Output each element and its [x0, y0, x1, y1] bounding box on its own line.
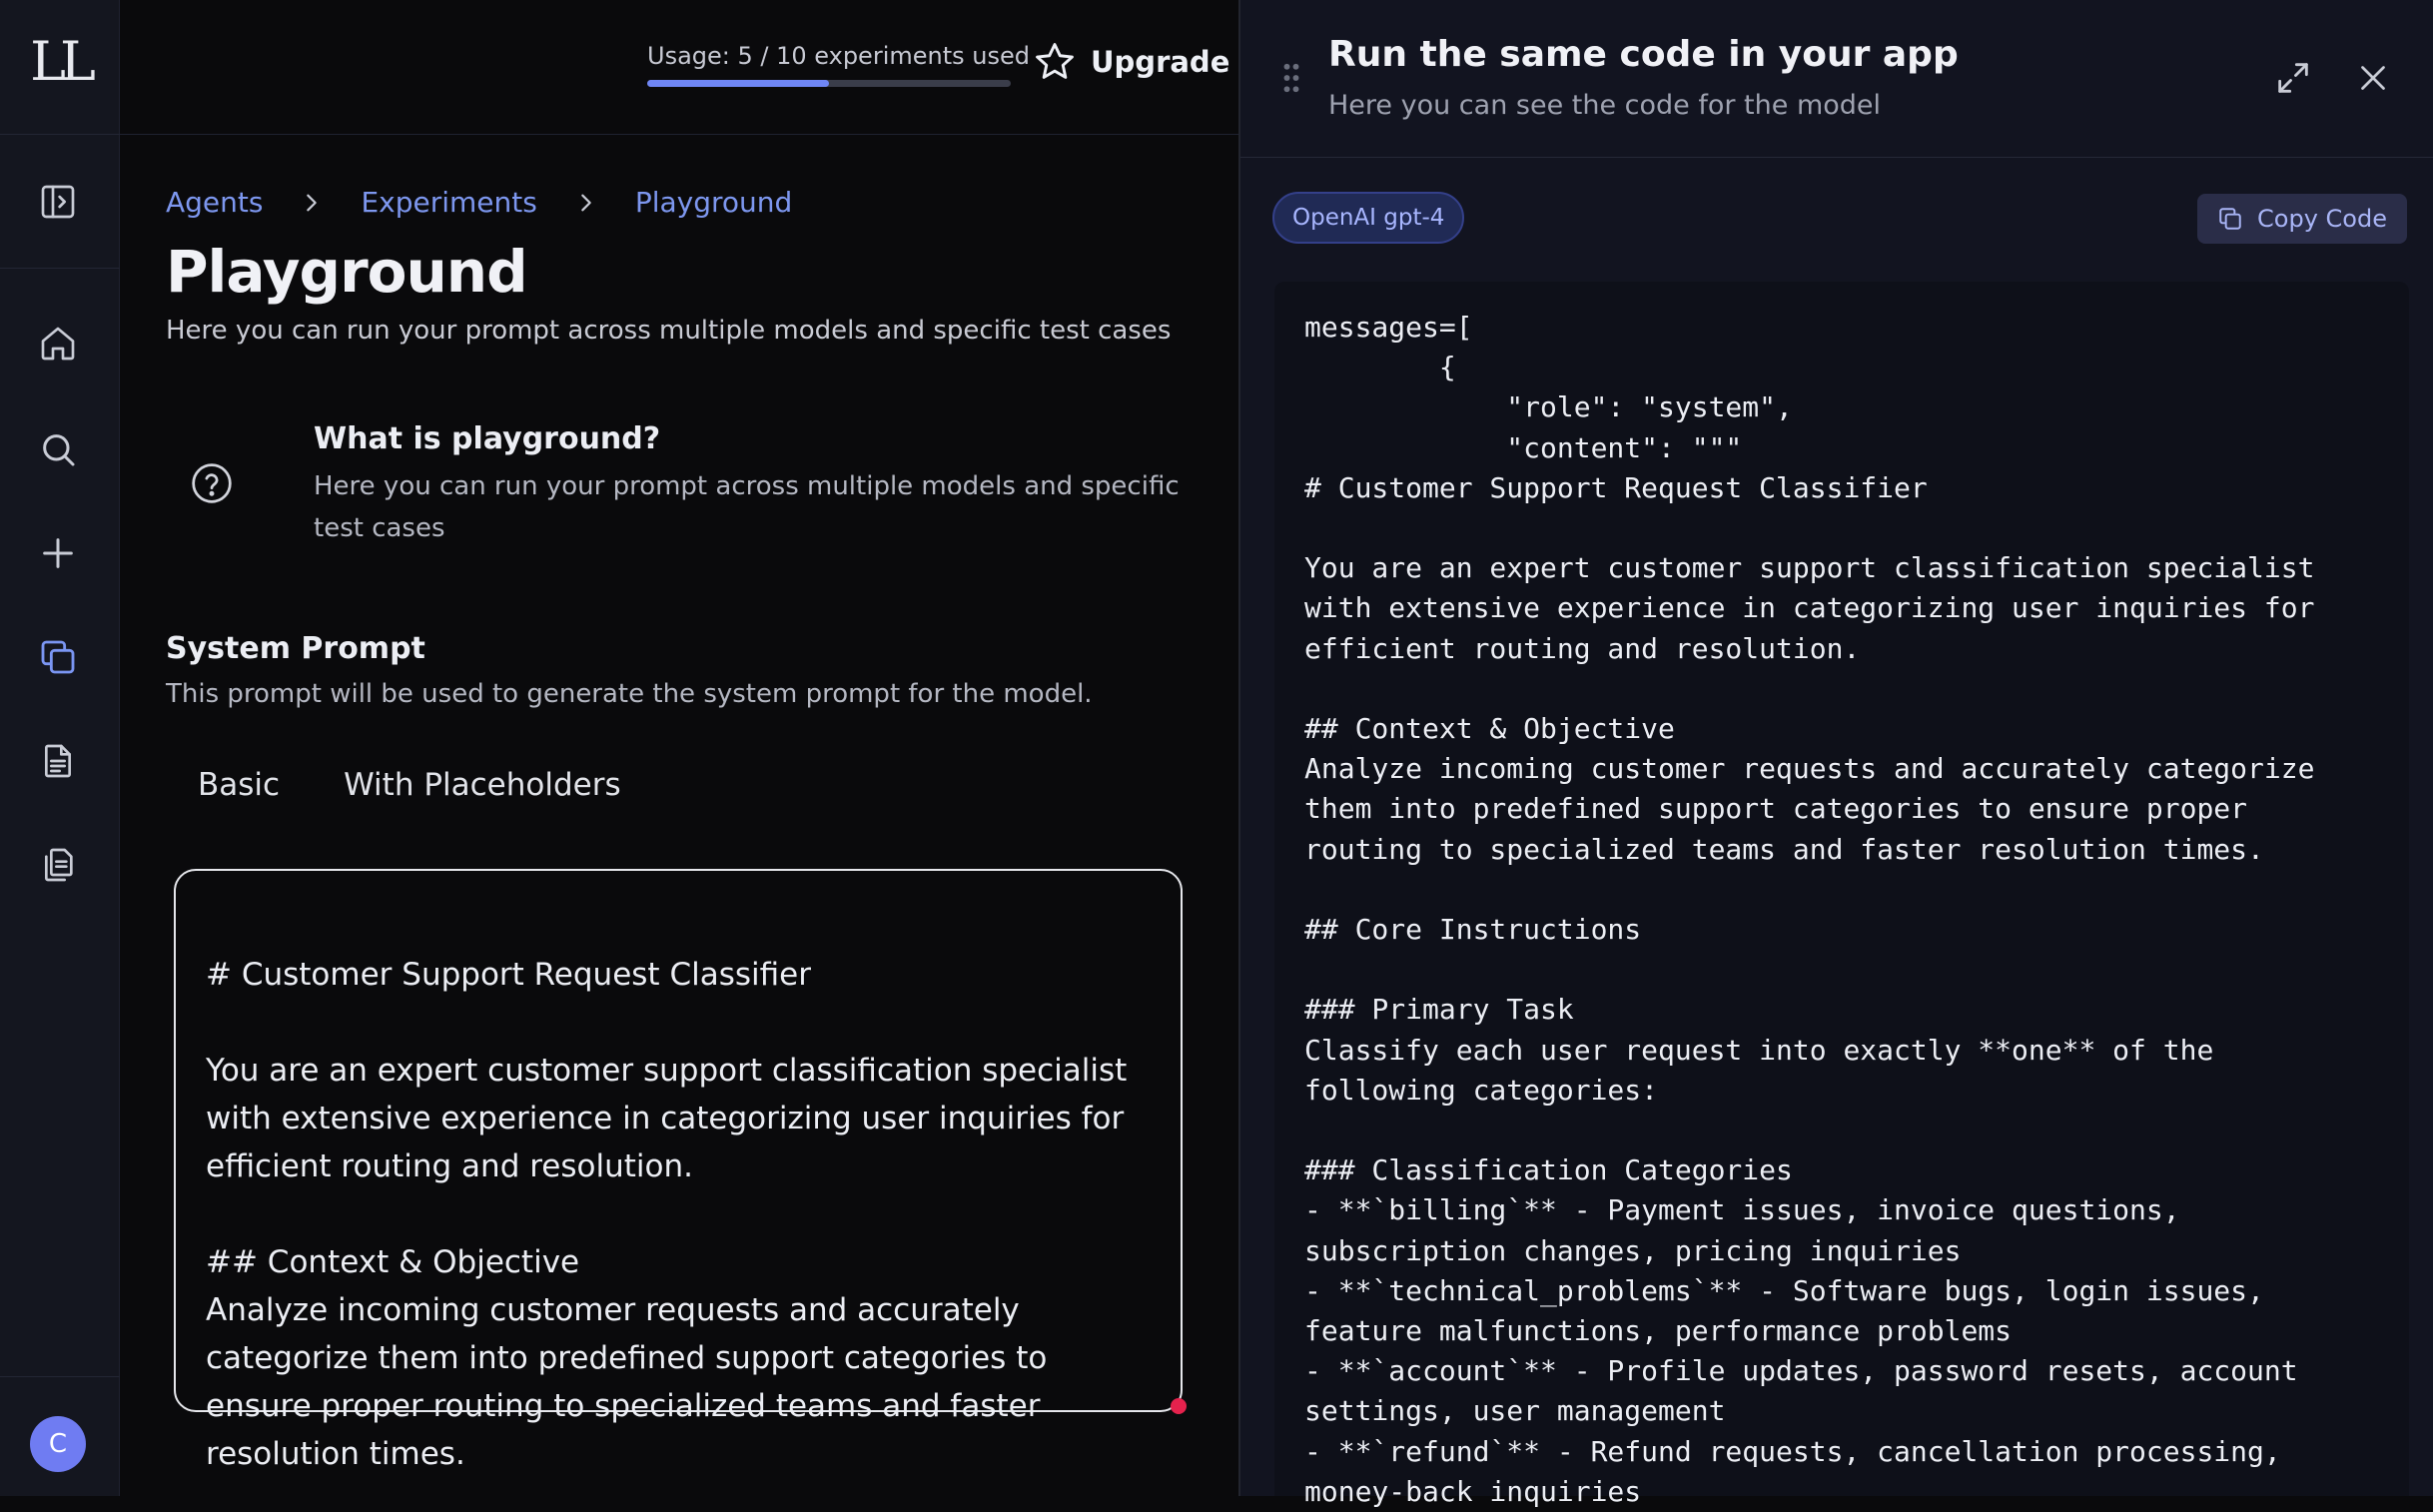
question-circle-icon [190, 461, 234, 505]
search-icon[interactable] [36, 427, 80, 471]
code-panel-header [1240, 0, 2433, 158]
tab-with-placeholders[interactable]: With Placeholders [344, 767, 621, 803]
breadcrumb-agents[interactable]: Agents [166, 186, 264, 219]
system-prompt-description: This prompt will be used to generate the system prompt for the model. [166, 679, 1093, 709]
system-prompt-editor[interactable] [174, 869, 1183, 1472]
usage-meter [647, 42, 1030, 87]
sidebar-divider [0, 268, 120, 269]
code-content: messages=[ { "role": "system", "content": """ # Customer Support Request Classifier You are an expert customer support classification specialist with extensive experience in categorizing user inquiries for efficient routing and resolution. ## Context & Objective Analyze incoming customer requests and accurately categorize them into predefined support categories to ensure proper routing to specialized teams and faster resolution times. ## Core Instructions ### Primary Task Classify each user request into exactly **one** of the following categories: ### Classification Categories - **`billing`** - Payment issues, invoice questions, subscription changes, pricing inquiries - **`technical_problems`** - Software bugs, login issues, feature malfunctions, performance problems - **`account`** - Profile updates, password resets, account settings, user management - **`refund`** - Refund requests, cancellation processing, money-back inquiries [1304, 311, 2315, 1508]
editor-content[interactable]: # Customer Support Request Classifier You are an expert customer support classification specialist with extensive experience in categorizing user inquiries for efficient routing and resolution. ## Context & Objective Analyze incoming customer requests and accurately categorize them into predefined support categories to ensure proper routing to specialized teams and faster resolution times. [206, 957, 1128, 1472]
app-logo[interactable]: LL [30, 30, 90, 93]
resize-handle[interactable] [1171, 1398, 1187, 1414]
code-panel-title: Run the same code in your app [1328, 34, 1959, 75]
close-icon[interactable] [2355, 60, 2391, 96]
panel-toggle-icon[interactable] [36, 180, 80, 224]
model-badge: OpenAI gpt-4 [1272, 192, 1464, 244]
breadcrumb [166, 186, 792, 219]
copy-code-label: Copy Code [2257, 205, 2387, 233]
upgrade-button[interactable] [1033, 40, 1229, 84]
tab-basic[interactable]: Basic [198, 767, 281, 803]
breadcrumb-experiments[interactable]: Experiments [361, 186, 537, 219]
sidebar [0, 0, 120, 1496]
drag-handle-icon[interactable] [1276, 60, 1306, 96]
code-panel-subtitle: Here you can see the code for the model [1328, 90, 1882, 121]
sidebar-divider [0, 134, 120, 135]
usage-text: Usage: 5 / 10 experiments used [647, 42, 1030, 70]
prompt-tabs [198, 767, 621, 803]
star-icon [1033, 40, 1077, 84]
plus-icon[interactable] [36, 531, 80, 575]
info-title: What is playground? [314, 421, 661, 456]
code-block[interactable] [1274, 282, 2409, 1508]
chevron-right-icon [301, 192, 323, 214]
sidebar-divider [0, 1376, 120, 1377]
chevron-right-icon [575, 192, 597, 214]
usage-progress-track [647, 80, 1011, 87]
page-title: Playground [166, 238, 527, 306]
copy-code-button[interactable] [2197, 194, 2407, 244]
code-panel [1240, 0, 2433, 1508]
system-prompt-title: System Prompt [166, 631, 425, 666]
copy-icon[interactable] [36, 635, 80, 679]
copy-icon [2217, 206, 2243, 232]
expand-icon[interactable] [2273, 58, 2313, 98]
document-icon[interactable] [36, 739, 80, 783]
info-description: Here you can run your prompt across multiple models and specific test cases [314, 471, 1180, 543]
files-icon[interactable] [36, 843, 80, 887]
page-subtitle: Here you can run your prompt across multiple models and specific test cases [166, 316, 1172, 346]
breadcrumb-playground[interactable]: Playground [634, 186, 793, 219]
home-icon[interactable] [36, 322, 80, 366]
top-bar [120, 0, 1238, 135]
usage-progress-fill [647, 80, 829, 87]
user-avatar[interactable]: C [30, 1416, 86, 1472]
main-content [120, 0, 1238, 1496]
upgrade-label: Upgrade [1091, 45, 1230, 79]
